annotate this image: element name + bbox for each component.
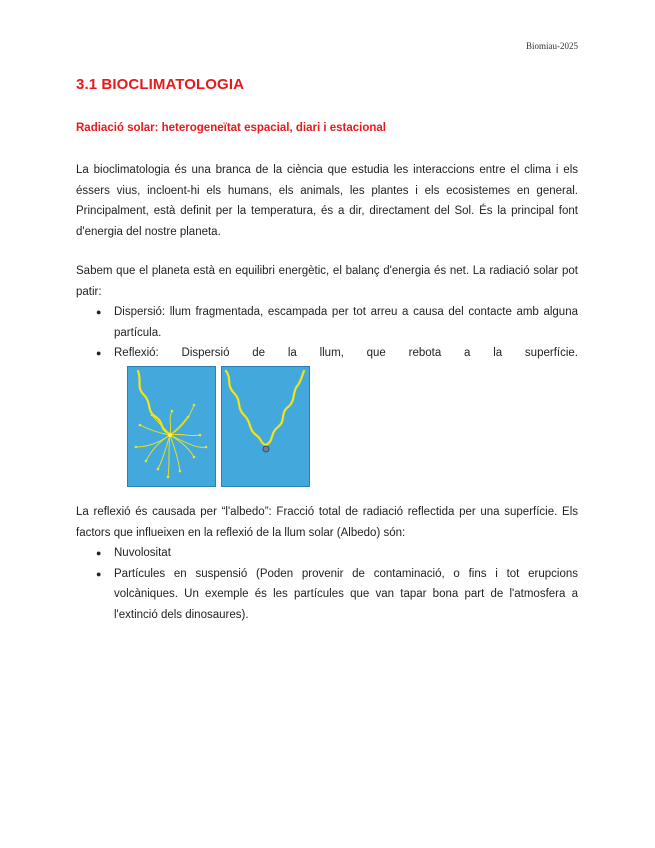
bullet-icon: ● <box>96 348 102 359</box>
scattering-illustration <box>128 367 215 486</box>
radiation-figure <box>127 366 306 488</box>
list-item <box>76 343 578 364</box>
list-item <box>76 302 578 343</box>
list-item-text: Partícules en suspensió (Poden provenir de contaminació, o fins i tot erupcions volcàniques. Un exemple és les partícules que van tapar bona part de l'atmosfera a l'extinció dels dinosaures). <box>114 567 578 621</box>
list-item <box>76 543 578 564</box>
page-title: 3.1 BIOCLIMATOLOGIA <box>76 76 245 93</box>
energy-paragraph: Sabem que el planeta està en equilibri energètic, el balanç d'energia és net. La radiació solar pot patir: <box>76 265 578 298</box>
radiation-effects-list <box>76 302 578 364</box>
section-subtitle: Radiació solar: heterogeneïtat espacial, diari i estacional <box>76 122 386 134</box>
bullet-icon: ● <box>96 568 102 579</box>
scattering-diagram <box>127 366 216 487</box>
list-item <box>76 564 578 626</box>
reflection-diagram <box>221 366 310 487</box>
intro-paragraph: La bioclimatologia és una branca de la ciència que estudia les interaccions entre el clima i els éssers vius, incloent-hi els humans, els animals, les plantes i els ecosistemes en general. Principalment, està definit per la temperatura, és a dir, directament del Sol. És la principal font d'energia del nostre planeta. <box>76 164 578 238</box>
albedo-paragraph: La reflexió és causada per “l'albedo”: Fracció total de radiació reflectida per una superfície. Els factors que influeixen en la reflexió de la llum solar (Albedo) són: <box>76 506 578 539</box>
list-item-text: Nuvolositat <box>114 547 171 559</box>
list-item-text: Dispersió: llum fragmentada, escampada per tot arreu a causa del contacte amb alguna partícula. <box>114 306 578 339</box>
albedo-factors-list <box>76 543 578 625</box>
header-text: Biomiau-2025 <box>526 41 578 51</box>
list-item-text: Reflexió: Dispersió de la llum, que rebota a la superfície. <box>114 347 578 360</box>
bullet-icon: ● <box>96 548 102 558</box>
bullet-icon: ● <box>96 307 102 317</box>
reflection-illustration <box>222 367 309 486</box>
